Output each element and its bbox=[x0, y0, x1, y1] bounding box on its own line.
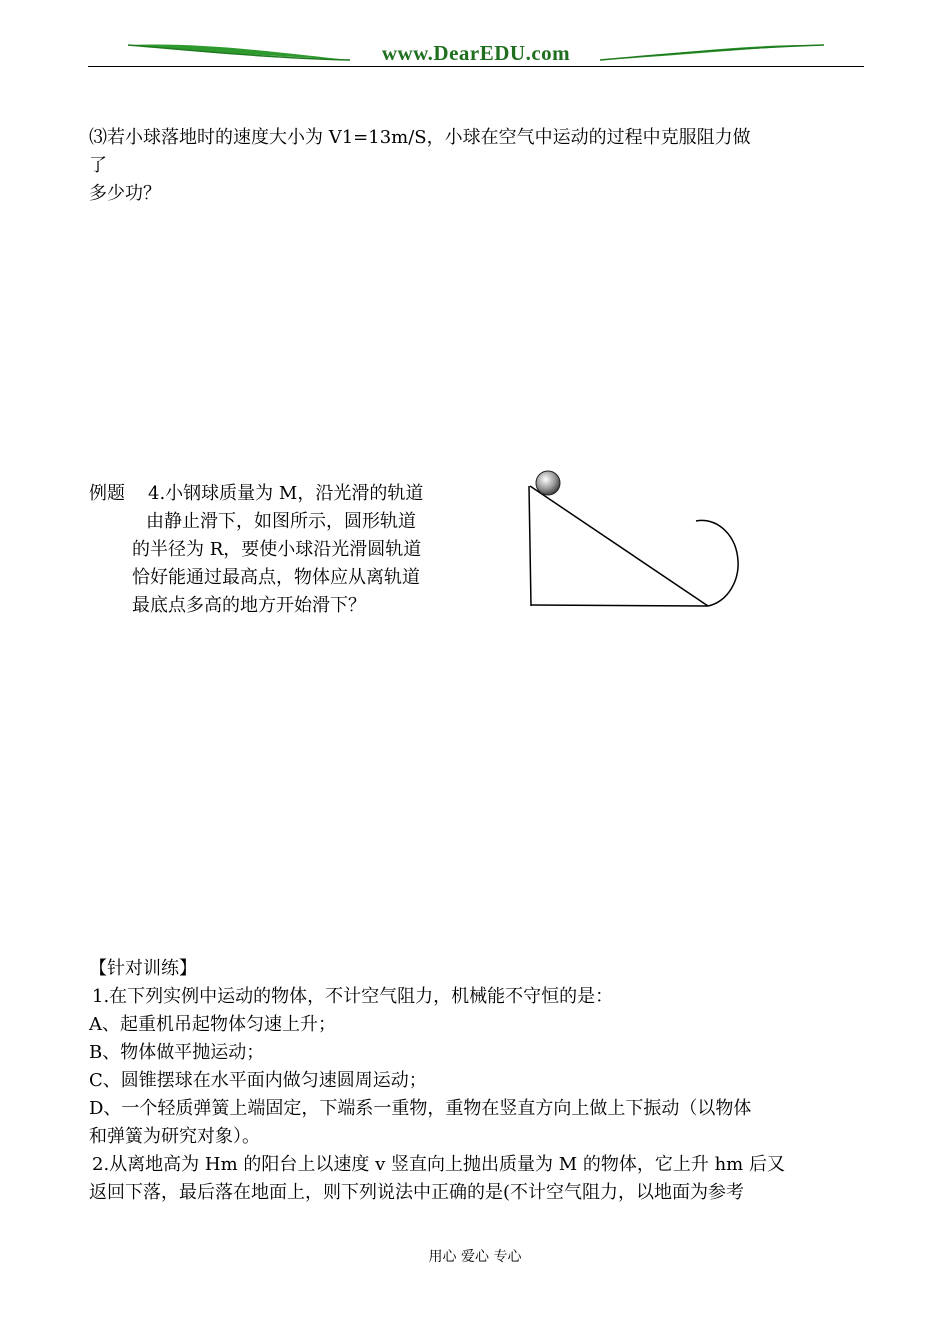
vertical-wall bbox=[529, 486, 531, 606]
option-b: B、物体做平抛运动； bbox=[89, 1042, 265, 1063]
ground-line bbox=[531, 605, 708, 606]
incline-track bbox=[530, 486, 708, 606]
option-d-line-2: 和弹簧为研究对象）。 bbox=[89, 1126, 260, 1147]
option-a: A、起重机吊起物体匀速上升； bbox=[89, 1014, 336, 1035]
steel-ball-icon bbox=[536, 471, 560, 495]
question-3-line-2: 了 bbox=[89, 155, 107, 176]
question-3-line-3: 多少功？ bbox=[89, 183, 161, 204]
example-line-1: 4.小钢球质量为 M，沿光滑的轨道 bbox=[148, 483, 424, 504]
option-d-line-1: D、一个轻质弹簧上端固定，下端系一重物，重物在竖直方向上做上下振动（以物体 bbox=[89, 1098, 752, 1119]
example-line-3: 的半径为 R，要使小球沿光滑圆轨道 bbox=[132, 539, 422, 560]
example-line-4: 恰好能通过最高点，物体应从离轨道 bbox=[132, 567, 420, 588]
question-3-line-1: ⑶若小球落地时的速度大小为 V1=13m/S，小球在空气中运动的过程中克服阻力做 bbox=[89, 127, 751, 148]
example-line-2: 由静止滑下，如图所示，圆形轨道 bbox=[146, 511, 416, 532]
example-label: 例题 bbox=[89, 483, 125, 504]
example-body bbox=[132, 508, 421, 620]
training-q1: 1.在下列实例中运动的物体，不计空气阻力，机械能不守恒的是： bbox=[92, 986, 614, 1007]
circular-track bbox=[696, 520, 738, 606]
option-c: C、圆锥摆球在水平面内做匀速圆周运动； bbox=[89, 1070, 427, 1091]
training-section bbox=[89, 955, 785, 1207]
question-3 bbox=[89, 124, 751, 208]
header-rule bbox=[88, 66, 864, 67]
example-line-5: 最底点多高的地方开始滑下？ bbox=[132, 595, 366, 616]
page-footer: 用心 爱心 专心 bbox=[428, 1249, 522, 1265]
training-heading: 【针对训练】 bbox=[89, 958, 197, 979]
page-header bbox=[88, 38, 864, 68]
training-q2-line-2: 返回下落，最后落在地面上，则下列说法中正确的是(不计空气阻力，以地面为参考 bbox=[89, 1182, 745, 1203]
track-diagram bbox=[520, 468, 750, 618]
training-q2-line-1: 2.从离地高为 Hm 的阳台上以速度 v 竖直向上抛出质量为 M 的物体，它上升 hm 后又 bbox=[92, 1154, 785, 1175]
site-title[interactable]: www.DearEDU.com bbox=[381, 41, 571, 65]
